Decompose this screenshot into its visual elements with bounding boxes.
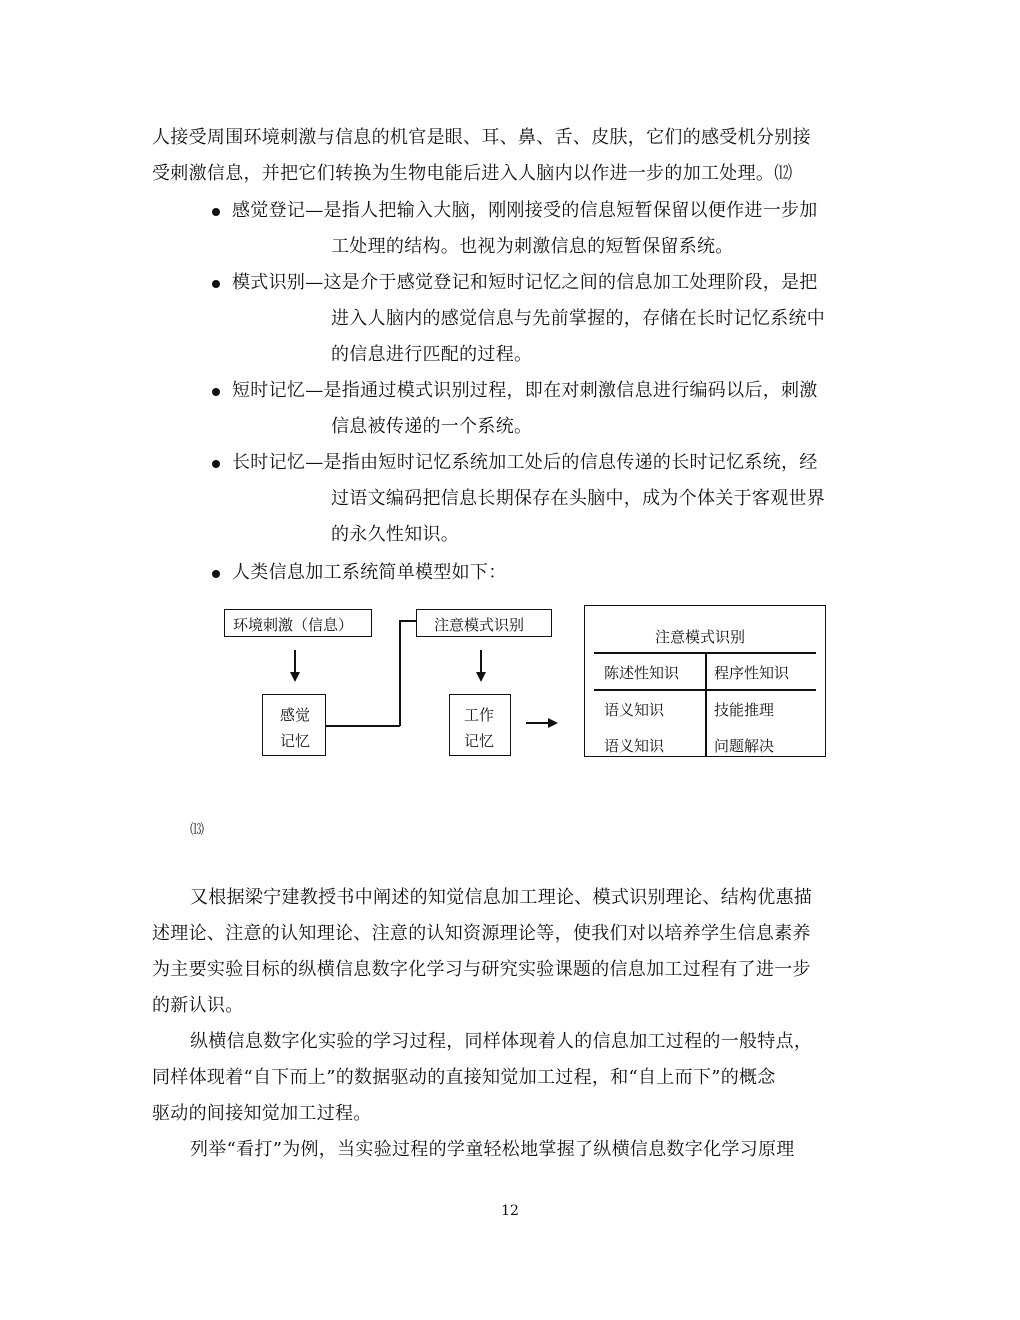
connector-line [399, 620, 417, 622]
sensory-memory-label: 记忆 [280, 732, 311, 750]
arrow-shaft [294, 650, 296, 672]
bullet-line: 进入人脑内的感觉信息与先前掌握的，存储在长时记忆系统中 [331, 308, 826, 329]
paragraph-line: 同样体现着“自下而上”的数据驱动的直接知觉加工过程，和“自上而下”的概念 [152, 1067, 776, 1088]
page-number: 12 [501, 1203, 519, 1219]
bullet-line: 人类信息加工系统简单模型如下： [232, 562, 507, 583]
footnote-ref: ⒀ [190, 822, 205, 838]
attention-pattern-box [416, 609, 552, 637]
paragraph-line: 的新认识。 [152, 995, 244, 1016]
bullet-line: 短时记忆—是指通过模式识别过程，即在对刺激信息进行编码以后，刺激 [232, 380, 818, 401]
sensory-memory-box [262, 694, 326, 756]
table-head-cell: 程序性知识 [714, 664, 790, 682]
table-cell: 语义知识 [604, 737, 665, 755]
env-stimulus-box [224, 609, 372, 637]
arrow-shaft [480, 650, 482, 672]
table-cell: 问题解决 [714, 737, 775, 755]
paragraph-line: 为主要实验目标的纵横信息数字化学习与研究实验课题的信息加工过程有了进一步 [152, 959, 811, 980]
intro-line-1: 人接受周围环境刺激与信息的机官是眼、耳、鼻、舌、皮肤，它们的感受机分别接 [152, 127, 811, 148]
intro-line-2: 受刺激信息，并把它们转换为生物电能后进入人脑内以作进一步的加工处理。⑿ [152, 163, 793, 184]
bullet-dot-icon [212, 388, 220, 396]
paragraph-line: 又根据梁宁建教授书中阐述的知觉信息加工理论、模式识别理论、结构优惠描 [190, 887, 813, 908]
table-cell: 语义知识 [604, 701, 665, 719]
bullet-dot-icon [212, 280, 220, 288]
bullet-line: 感觉登记—是指人把输入大脑，刚刚接受的信息短暂保留以便作进一步加 [232, 200, 818, 221]
bullet-line: 过语文编码把信息长期保存在头脑中，成为个体关于客观世界 [331, 488, 826, 509]
table-cell: 技能推理 [714, 701, 775, 719]
bullet-line: 模式识别—这是介于感觉登记和短时记忆之间的信息加工处理阶段，是把 [232, 272, 818, 293]
paragraph-line: 列举“看打”为例，当实验过程的学童轻松地掌握了纵横信息数字化学习原理 [190, 1139, 795, 1160]
knowledge-table-title: 注意模式识别 [655, 628, 746, 646]
bullet-line: 工处理的结构。也视为刺激信息的短暂保留系统。 [331, 236, 734, 257]
arrow-down-icon [476, 672, 486, 682]
working-memory-box [449, 694, 511, 756]
bullet-dot-icon [212, 570, 220, 578]
bullet-line: 信息被传递的一个系统。 [331, 416, 533, 437]
bullet-dot-icon [212, 460, 220, 468]
bullet-line: 长时记忆—是指由短时记忆系统加工处后的信息传递的长时记忆系统，经 [232, 452, 818, 473]
attention-pattern-label: 注意模式识别 [434, 616, 525, 634]
table-head-cell: 陈述性知识 [604, 664, 680, 682]
bullet-line: 的永久性知识。 [331, 524, 460, 545]
paragraph-line: 述理论、注意的认知理论、注意的认知资源理论等，使我们对以培养学生信息素养 [152, 923, 811, 944]
env-stimulus-label: 环境刺激（信息） [233, 616, 354, 634]
bullet-dot-icon [212, 208, 220, 216]
arrow-right-icon [548, 718, 558, 728]
arrow-down-icon [290, 672, 300, 682]
connector-line [326, 725, 400, 727]
bullet-line: 的信息进行匹配的过程。 [331, 344, 533, 365]
working-memory-label: 工作 [464, 706, 495, 724]
paragraph-line: 纵横信息数字化实验的学习过程，同样体现着人的信息加工过程的一般特点， [190, 1031, 813, 1052]
paragraph-line: 驱动的间接知觉加工过程。 [152, 1103, 372, 1124]
working-memory-label: 记忆 [464, 732, 495, 750]
connector-line [399, 620, 401, 726]
sensory-memory-label: 感觉 [280, 706, 311, 724]
table-divider [705, 652, 707, 756]
arrow-shaft [526, 722, 548, 724]
